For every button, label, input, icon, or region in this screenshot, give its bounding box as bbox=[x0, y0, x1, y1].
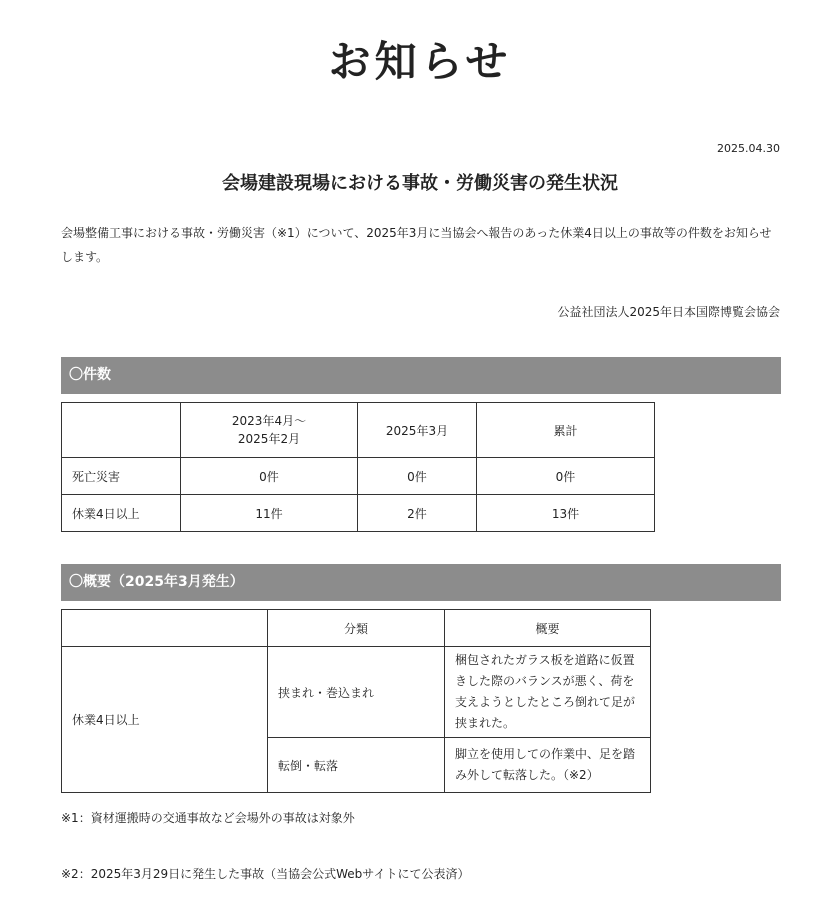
table-cell: 0件 bbox=[358, 458, 477, 495]
publish-date: 2025.04.30 bbox=[717, 142, 780, 155]
table-row bbox=[62, 458, 655, 495]
table-cell: 13件 bbox=[477, 495, 655, 532]
summary-section-header: 〇概要（2025年3月発生） bbox=[61, 564, 781, 601]
table-cell: 0件 bbox=[477, 458, 655, 495]
table-header-cell bbox=[62, 403, 181, 458]
summary-cell: 梱包されたガラス板を道路に仮置きした際のバランスが悪く、荷を支えようとしたところ倒れて足が挟まれた。 bbox=[445, 647, 651, 738]
table-cell: 2件 bbox=[358, 495, 477, 532]
table-header-cell bbox=[62, 610, 268, 647]
category-cell: 挟まれ・巻込まれ bbox=[268, 647, 445, 738]
intro-text: 会場整備工事における事故・労働災害（※1）について、2025年3月に当協会へ報告のあった休業4日以上の事故等の件数をお知らせします。 bbox=[61, 226, 772, 264]
notice-heading: 会場建設現場における事故・労働災害の発生状況 bbox=[222, 173, 618, 194]
table-row bbox=[62, 647, 651, 738]
table-header-cell: 概要 bbox=[445, 610, 651, 647]
table-header-row bbox=[62, 403, 655, 458]
table-row bbox=[62, 495, 655, 532]
count-section-header: 〇件数 bbox=[61, 357, 781, 394]
table-header-cell: 累計 bbox=[477, 403, 655, 458]
organization-name: 公益社団法人2025年日本国際博覧会協会 bbox=[557, 305, 780, 319]
category-cell: 転倒・転落 bbox=[268, 738, 445, 793]
summary-table bbox=[61, 609, 651, 793]
table-header-cell: 2025年3月 bbox=[358, 403, 477, 458]
page-title: お知らせ bbox=[328, 37, 512, 86]
summary-cell: 脚立を使用しての作業中、足を踏み外して転落した。（※2） bbox=[445, 738, 651, 793]
table-header-cell: 2023年4月～ 2025年2月 bbox=[181, 403, 358, 458]
row-label: 休業4日以上 bbox=[62, 495, 181, 532]
table-header-row bbox=[62, 610, 651, 647]
footnote-2: ※2：2025年3月29日に発生した事故（当協会公式Webサイトにて公表済） bbox=[61, 867, 470, 881]
table-header-cell: 分類 bbox=[268, 610, 445, 647]
row-label: 死亡災害 bbox=[62, 458, 181, 495]
count-table bbox=[61, 402, 655, 532]
row-group-label: 休業4日以上 bbox=[62, 647, 268, 793]
table-cell: 0件 bbox=[181, 458, 358, 495]
footnote-1: ※1：資材運搬時の交通事故など会場外の事故は対象外 bbox=[61, 811, 355, 825]
table-cell: 11件 bbox=[181, 495, 358, 532]
